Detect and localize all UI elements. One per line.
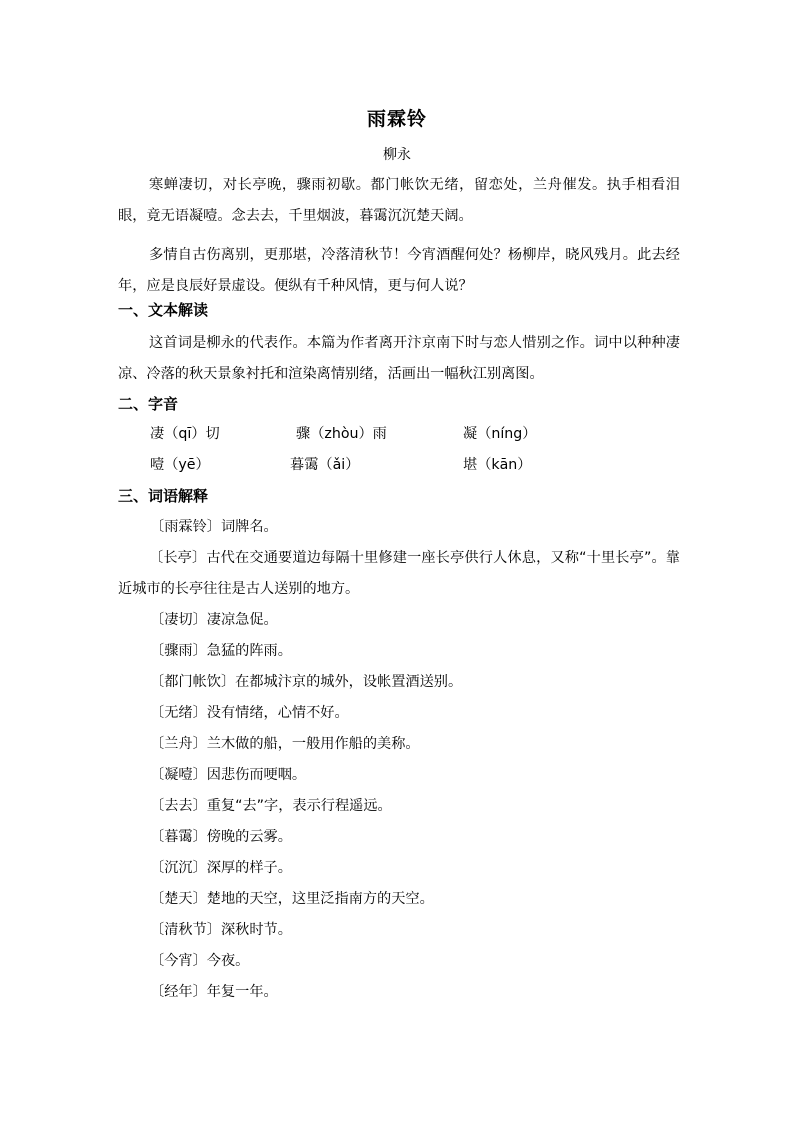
glossary-item: 〔清秋节〕深秋时节。	[150, 922, 292, 938]
glossary-item: 〔兰舟〕兰木做的船，一般用作船的美称。	[150, 736, 420, 752]
glossary-item: 〔凝噎〕因悲伤而哽咽。	[150, 767, 307, 783]
interpretation-text: 这首词是柳永的代表作。本篇为作者离开汴京南下时与恋人惜别之作。词中以种种凄凉、冷落的秋天景象衬托和渲染离情别绪，活画出一幅秋江别离图。	[118, 335, 680, 382]
glossary-item: 〔楚天〕楚地的天空，这里泛指南方的天空。	[150, 891, 434, 907]
poem-author: 柳永	[383, 147, 411, 163]
glossary-item: 〔沉沉〕深厚的样子。	[150, 860, 292, 876]
glossary-item: 〔凄切〕凄凉急促。	[150, 612, 278, 628]
glossary-item: 〔骤雨〕急猛的阵雨。	[150, 643, 292, 659]
poem-title: 雨霖铃	[366, 108, 427, 130]
section-interpretation	[118, 295, 680, 398]
pronunciation-item: 堪（kān）	[463, 457, 532, 473]
pronunciation-item: 凄（qī）切	[150, 426, 220, 442]
poem-stanza-1: 寒蝉凄切，对长亭晚，骤雨初歇。都门帐饮无绪，留恋处，兰舟催发。执手相看泪眼，竟无语凝噎。念去去，千里烟波，暮霭沉沉楚天阔。	[118, 177, 680, 224]
pronunciation-item: 噎（yē）	[150, 457, 210, 473]
glossary-item: 〔都门帐饮〕在都城汴京的城外，设帐置酒送别。	[150, 674, 463, 690]
poem-stanza-2: 多情自古伤离别，更那堪，冷落清秋节！今宵酒醒何处？杨柳岸，晓风残月。此去经年，应是良辰好景虚设。便纵有千种风情，更与何人说？	[118, 247, 680, 294]
pronunciation-item: 骤（zhòu）雨	[296, 426, 387, 442]
section-glossary	[118, 481, 680, 511]
glossary-item: 〔长亭〕古代在交通要道边每隔十里修建一座长亭供行人休息，又称“十里长亭”。靠近城市的长亭往往是古人送别的地方。	[118, 550, 680, 597]
glossary-item: 〔今宵〕今夜。	[150, 953, 250, 969]
glossary-item: 〔去去〕重复“去”字，表示行程遥远。	[150, 798, 392, 814]
glossary-item: 〔经年〕年复一年。	[150, 984, 278, 1000]
poem-body	[118, 170, 680, 310]
pronunciation-item: 凝（níng）	[463, 426, 537, 442]
glossary-item: 〔无绪〕没有情绪，心情不好。	[150, 705, 349, 721]
section-heading-glossary: 三、词语解释	[118, 487, 209, 505]
section-pronunciation	[118, 389, 680, 419]
glossary-item: 〔雨霖铃〕词牌名。	[150, 519, 278, 535]
pronunciation-item: 暮霭（ǎi）	[290, 457, 360, 473]
glossary-item: 〔暮霭〕傍晚的云雾。	[150, 829, 292, 845]
section-heading-pronunciation: 二、字音	[118, 395, 179, 413]
section-heading-interpretation: 一、文本解读	[118, 301, 209, 319]
